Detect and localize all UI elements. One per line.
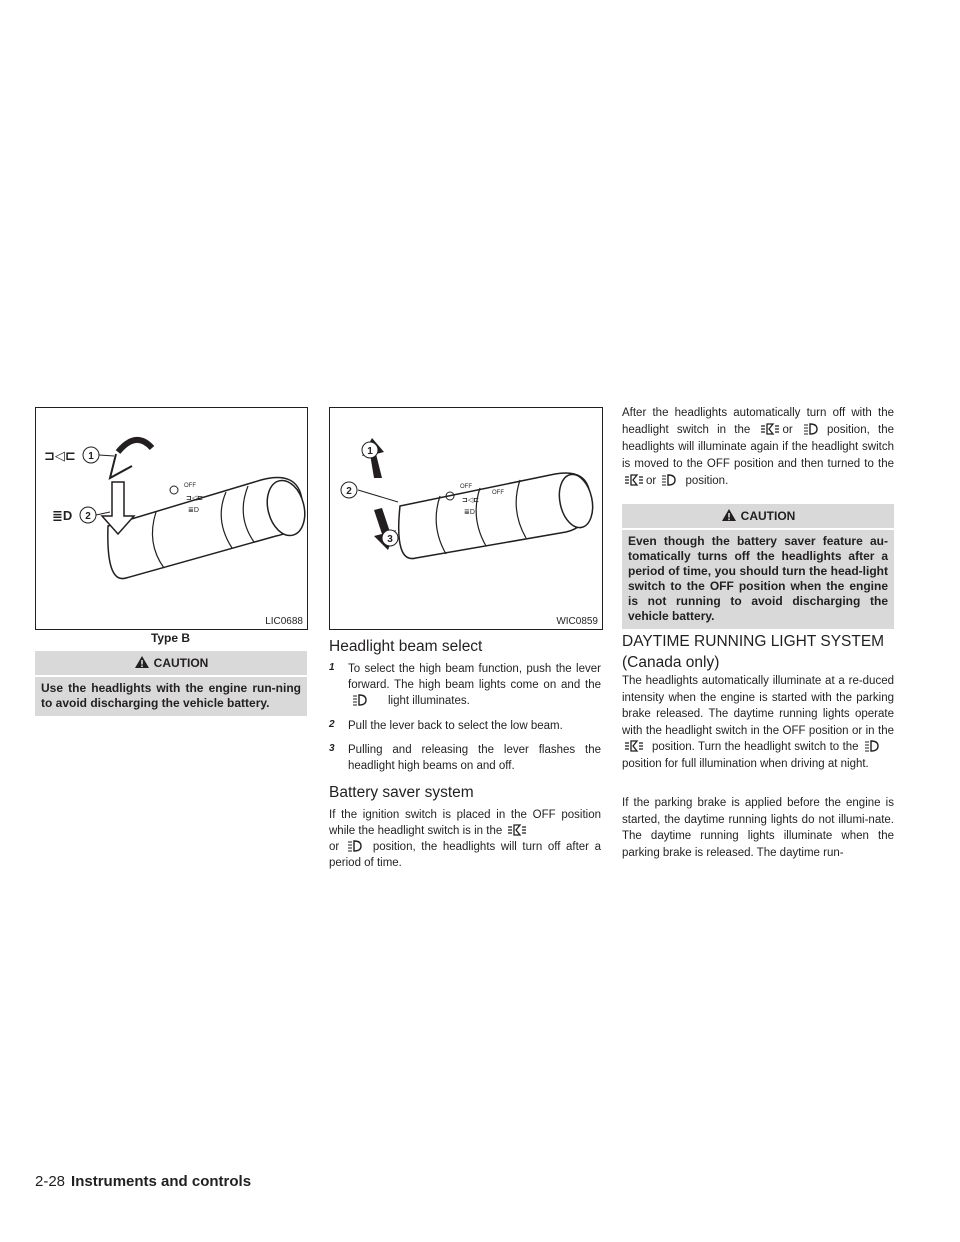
- caution-box-left: [35, 651, 307, 716]
- heading-headlight-beam-select: Headlight beam select: [329, 638, 483, 655]
- item-number: 2: [329, 719, 335, 730]
- switch-off-text: OFF: [184, 483, 196, 489]
- section-title: Instruments and controls: [71, 1173, 252, 1190]
- headlight-switch-illustration: [36, 408, 307, 629]
- callout-3-label: 3: [387, 534, 393, 545]
- svg-text:≣D: ≣D: [464, 509, 475, 516]
- figure-code: LIC0688: [265, 616, 303, 627]
- headlight-icon: [352, 694, 368, 706]
- headlight-icon: [864, 740, 880, 752]
- svg-text:⊐◁⊏: ⊐◁⊏: [462, 497, 480, 504]
- svg-text:≣D: ≣D: [188, 507, 199, 514]
- heading-daytime-running-light: DAYTIME RUNNING LIGHT SYSTEM (Canada only): [622, 633, 885, 671]
- headlight-icon: [347, 840, 363, 852]
- callout-2-label: 2: [346, 486, 352, 497]
- figure-headlight-beam-select: [329, 407, 603, 630]
- figure-caption: Type B: [150, 631, 191, 645]
- item-number: 1: [329, 662, 335, 673]
- headlight-icon: [803, 423, 819, 435]
- svg-text:OFF: OFF: [492, 490, 504, 496]
- page-footer: [35, 1173, 251, 1190]
- side-light-icon: [760, 423, 780, 435]
- headlight-icon: [661, 474, 677, 486]
- item-text: Pulling and releasing the lever flashes the headlight high beams on and off.: [348, 744, 601, 772]
- drl-paragraph-2: If the parking brake is applied before the engine is started, the daytime running lights do not illumi-nate. The daytime running lights illuminate when the parking brake is released. The daytime run-: [622, 797, 894, 859]
- caution-header: [622, 504, 894, 530]
- warning-triangle-icon: [721, 508, 737, 522]
- page-number: 2-28: [35, 1173, 66, 1190]
- item-number: 3: [329, 743, 335, 754]
- battery-saver-paragraph: If the ignition switch is placed in the OFF position while the headlight switch is in the or position, the headlights will turn off after a period of time.: [329, 809, 601, 869]
- heading-battery-saver: Battery saver system: [329, 784, 474, 801]
- figure-code: WIC0859: [556, 616, 598, 627]
- list-item: [329, 661, 601, 709]
- warning-triangle-icon: [134, 655, 150, 669]
- switch-off-text: OFF: [460, 484, 472, 490]
- caution-title: CAUTION: [740, 509, 796, 523]
- caution-header: [35, 651, 307, 677]
- callout-2-label: 2: [85, 511, 91, 522]
- item-text: Pull the lever back to select the low beam.: [348, 720, 563, 732]
- caution-text: Use the headlights with the engine run-ning to avoid discharging the vehicle battery.: [41, 681, 301, 710]
- list-item: [329, 718, 601, 734]
- callout-1-label: 1: [367, 446, 373, 457]
- side-light-icon: [624, 474, 644, 486]
- callout-1-label: 1: [88, 451, 94, 462]
- caution-text: Even though the battery saver feature au-tomatically turns off the headlights after a period of time, you should turn the head-light switch to the OFF position when the engine is not running to avoid discharging the vehicle battery.: [628, 534, 888, 623]
- item-text-end: light illuminates.: [388, 695, 470, 707]
- figure-headlight-switch-type-b: [35, 407, 308, 630]
- item-text: To select the high beam function, push the lever forward. The high beam lights come on and the: [348, 663, 601, 691]
- side-light-icon: [507, 824, 527, 836]
- svg-text:⊐◁⊏: ⊐◁⊏: [186, 495, 204, 502]
- list-item: [329, 742, 601, 774]
- drl-paragraph-1: The headlights automatically illuminate at a re-duced intensity when the engine is started with the parking brake released. The daytime running lights operate with the headlight switch in the OFF position or in the position. Turn the headlight switch to the position for full illumination when driving at night.: [622, 675, 894, 770]
- headlight-icon: ≣D: [52, 508, 73, 523]
- caution-box-right: [622, 504, 894, 629]
- caution-title: CAUTION: [153, 656, 209, 670]
- beam-select-illustration: [330, 408, 602, 629]
- side-light-icon: [624, 740, 644, 752]
- side-light-icon: ⊐◁⊏: [44, 448, 76, 463]
- battery-saver-continued: After the headlights automatically turn off with the headlight switch in the or position, the headlights will illuminate again if the headlight switch is moved to the OFF position and then turned to the or position.: [622, 407, 894, 487]
